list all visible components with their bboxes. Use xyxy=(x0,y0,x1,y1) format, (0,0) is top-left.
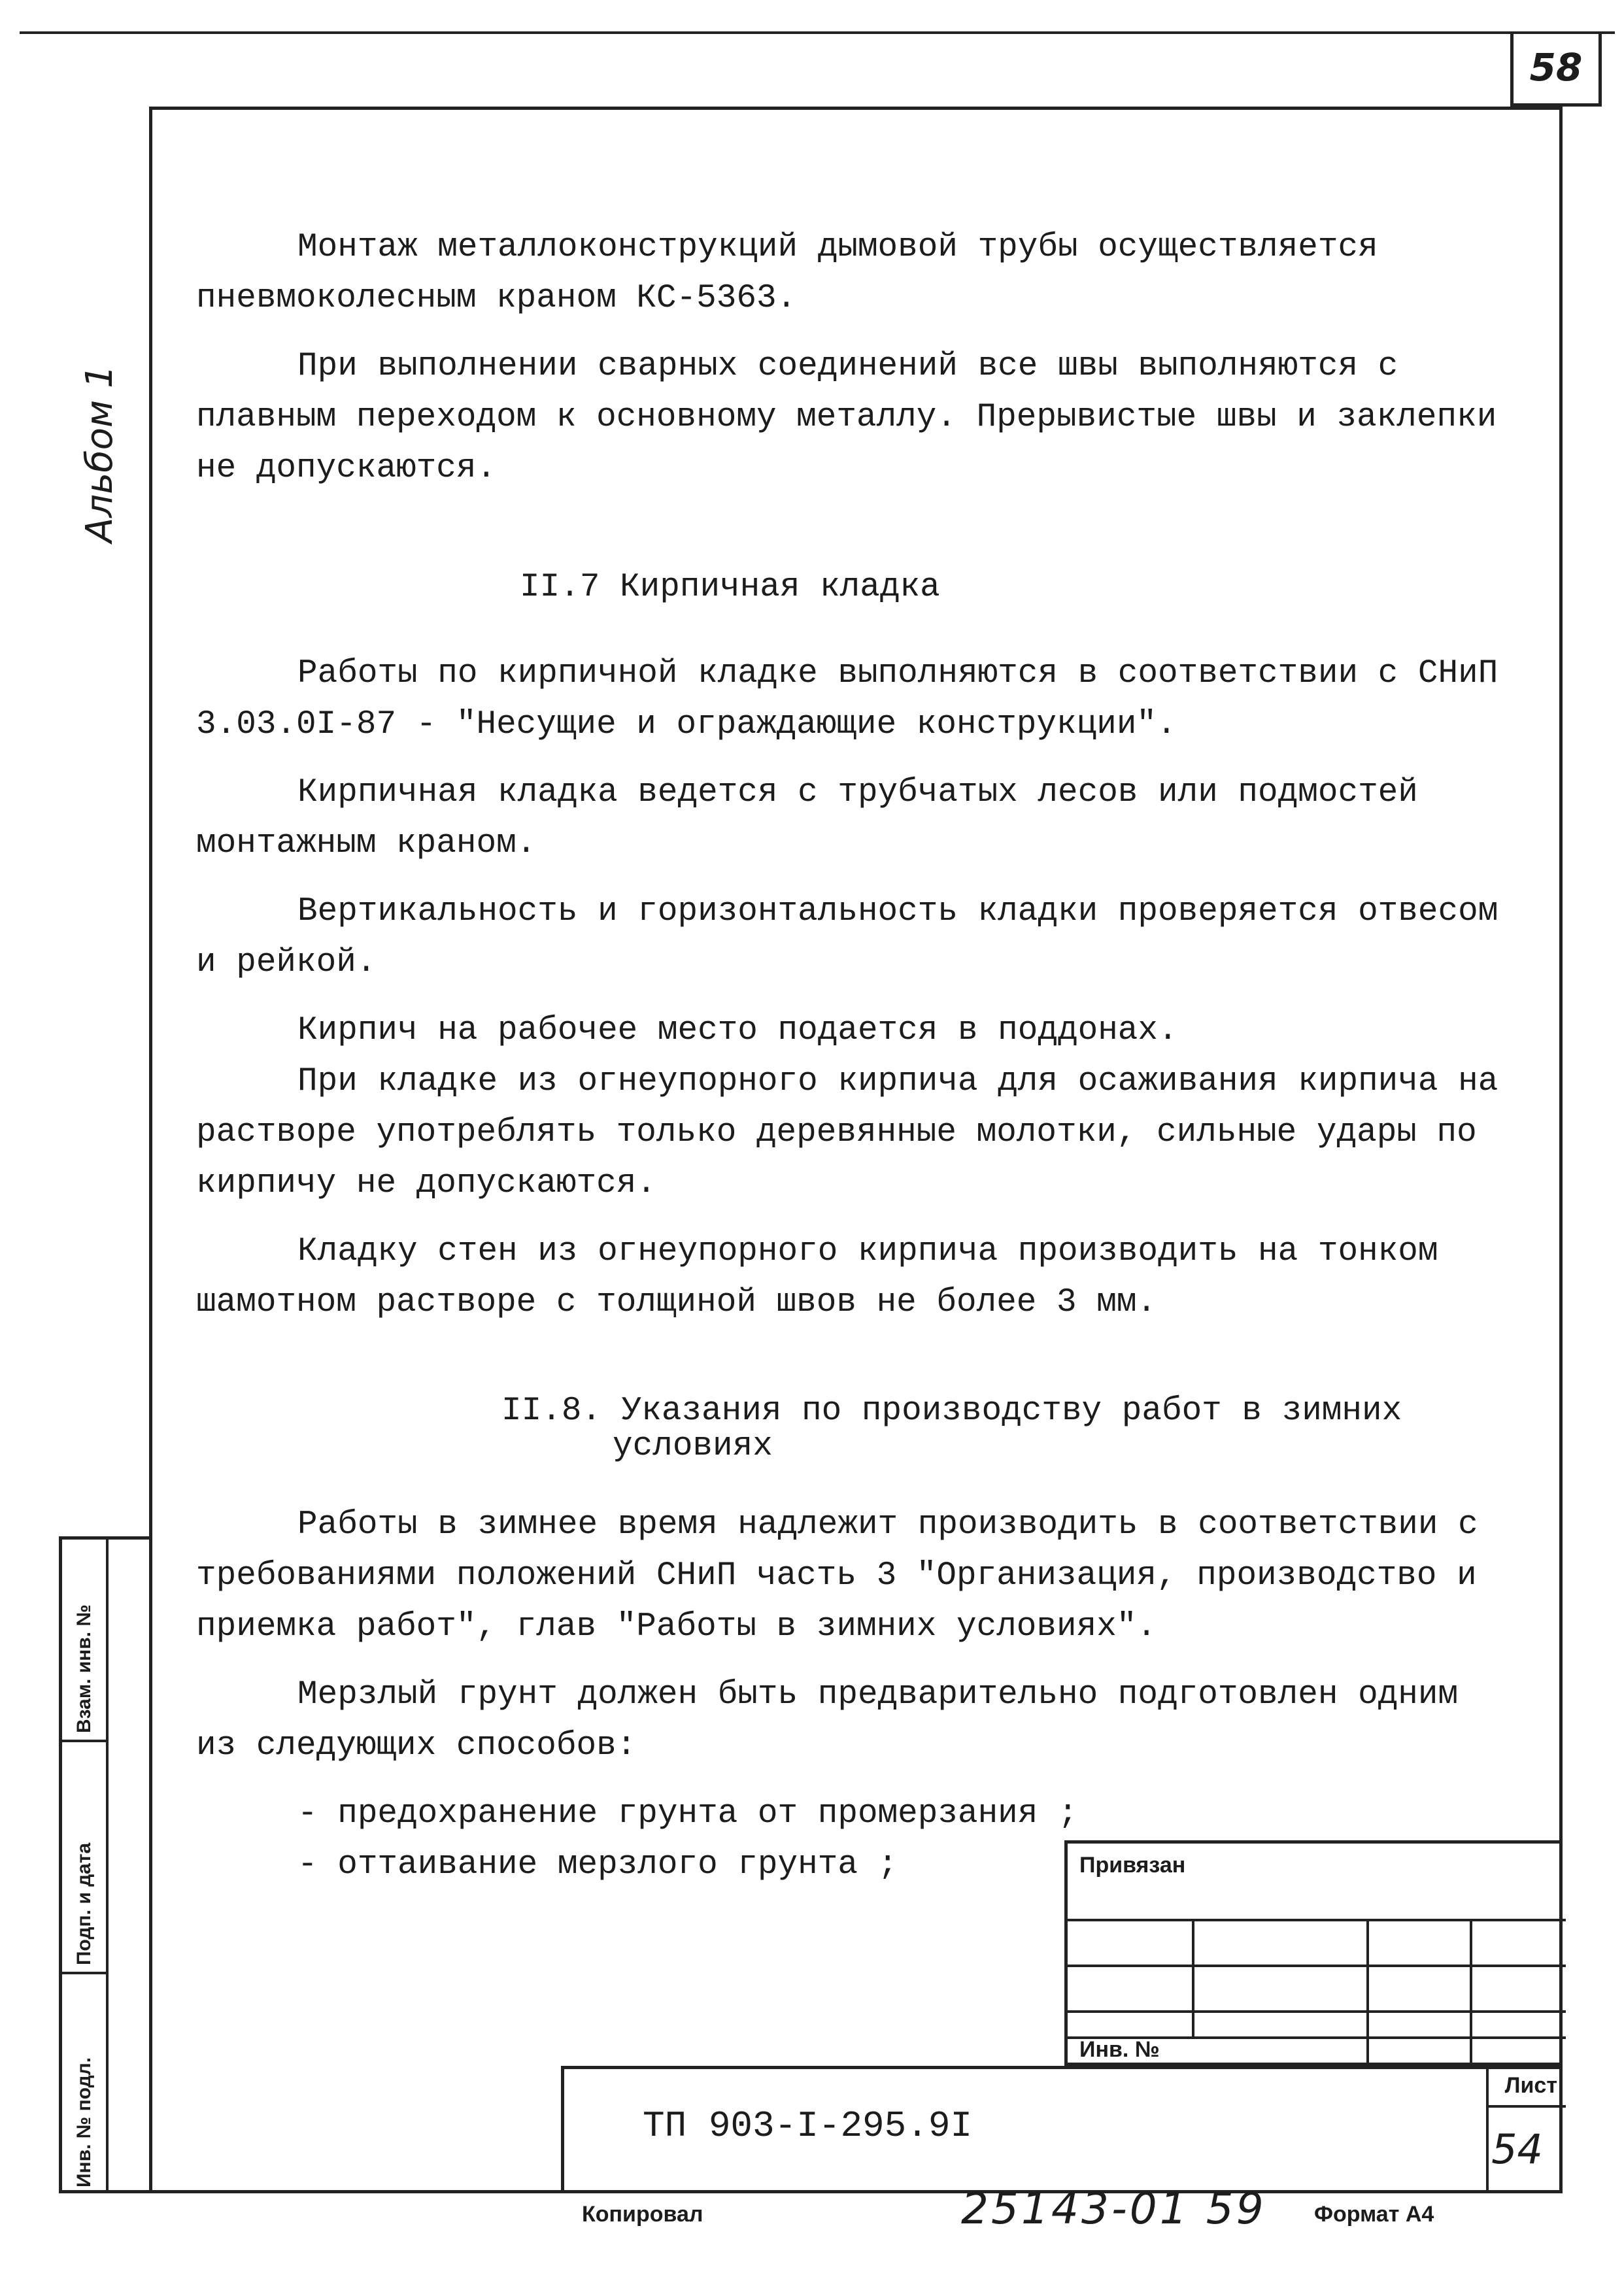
title-block xyxy=(561,1840,1563,2193)
title-block-upper xyxy=(1064,1840,1563,2066)
side-cell-label: Инв. № подл. xyxy=(73,2057,95,2187)
inv-label: Инв. № xyxy=(1079,2037,1160,2062)
paragraph: Монтаж металлоконструкций дымовой трубы осуществляется пневмоколесным краном КС-5363. xyxy=(196,229,1378,317)
side-stamp xyxy=(59,1536,149,2193)
section-heading-7: II.7 Кирпичная кладка xyxy=(520,569,940,606)
sheet-label: Лист xyxy=(1504,2073,1557,2098)
attached-label: Привязан xyxy=(1079,1853,1186,1878)
table-line xyxy=(1470,1919,1472,2066)
sheet-number: 54 xyxy=(1491,2125,1543,2173)
table-line xyxy=(1068,1965,1566,1967)
side-stamp-divider xyxy=(106,1540,109,2193)
document-body xyxy=(196,222,1510,1891)
table-line xyxy=(1068,2010,1566,2013)
table-line xyxy=(1366,1919,1369,2066)
copied-label: Копировал xyxy=(582,2202,703,2227)
section-heading-8 xyxy=(196,1394,1510,1464)
table-line xyxy=(1486,2069,1489,2193)
list-item: - оттаивание мерзлого грунта ; xyxy=(297,1846,898,1883)
handwritten-code: 25143-01 59 xyxy=(961,2184,1266,2234)
paragraph: Работы в зимнее время надлежит производить в соответствии с требованиями положений СНиП часть 3 "Организация, производство и приемка работ", глав "Работы в зимних условиях". xyxy=(196,1506,1478,1645)
page-corner-number: 58 xyxy=(1510,31,1602,107)
table-line xyxy=(1068,1919,1566,1921)
side-cell-signature-date xyxy=(62,1742,106,1974)
list-item: - предохранение грунта от промерзания ; xyxy=(297,1795,1078,1832)
side-cell-original-inv xyxy=(62,1974,106,2194)
top-border-line xyxy=(20,31,1615,34)
table-line xyxy=(1486,2105,1566,2108)
paragraph: Кирпичная кладка ведется с трубчатых лесов или подмостей монтажным краном. xyxy=(196,774,1418,862)
album-label: Альбом 1 xyxy=(78,365,121,543)
section-heading-8-line2: условиях xyxy=(613,1428,773,1465)
paragraph: Вертикальность и горизонтальность кладки проверяется отвесом и рейкой. xyxy=(196,893,1498,981)
table-line xyxy=(1192,1919,1194,2036)
title-block-lower xyxy=(561,2066,1563,2193)
format-label: Формат А4 xyxy=(1314,2202,1434,2227)
side-cell-replacement-inv xyxy=(62,1540,106,1742)
document-code: ТП 903-I-295.9I xyxy=(643,2105,973,2147)
side-cell-label: Взам. инв. № xyxy=(73,1604,95,1733)
paragraph: Кладку стен из огнеупорного кирпича производить на тонком шамотном растворе с толщиной швов не более 3 мм. xyxy=(196,1233,1438,1321)
side-cell-label: Подп. и дата xyxy=(73,1842,95,1965)
paragraph: Кирпич на рабочее место подается в поддонах. xyxy=(297,1012,1178,1049)
paragraph: Мерзлый грунт должен быть предварительно подготовлен одним из следующих способов: xyxy=(196,1676,1459,1764)
section-heading-8-line1: II.8. Указания по производству работ в зимних xyxy=(501,1392,1402,1430)
paragraph: При кладке из огнеупорного кирпича для осаживания кирпича на растворе употреблять только деревянные молотки, сильные удары по кирпичу не допускаются. xyxy=(196,1063,1498,1202)
paragraph: При выполнении сварных соединений все швы выполняются с плавным переходом к основному металлу. Прерывистые швы и заклепки не допускаются. xyxy=(196,348,1497,487)
paragraph: Работы по кирпичной кладке выполняются в соответствии с СНиП 3.03.0I-87 - "Несущие и ограждающие конструкции". xyxy=(196,655,1498,743)
